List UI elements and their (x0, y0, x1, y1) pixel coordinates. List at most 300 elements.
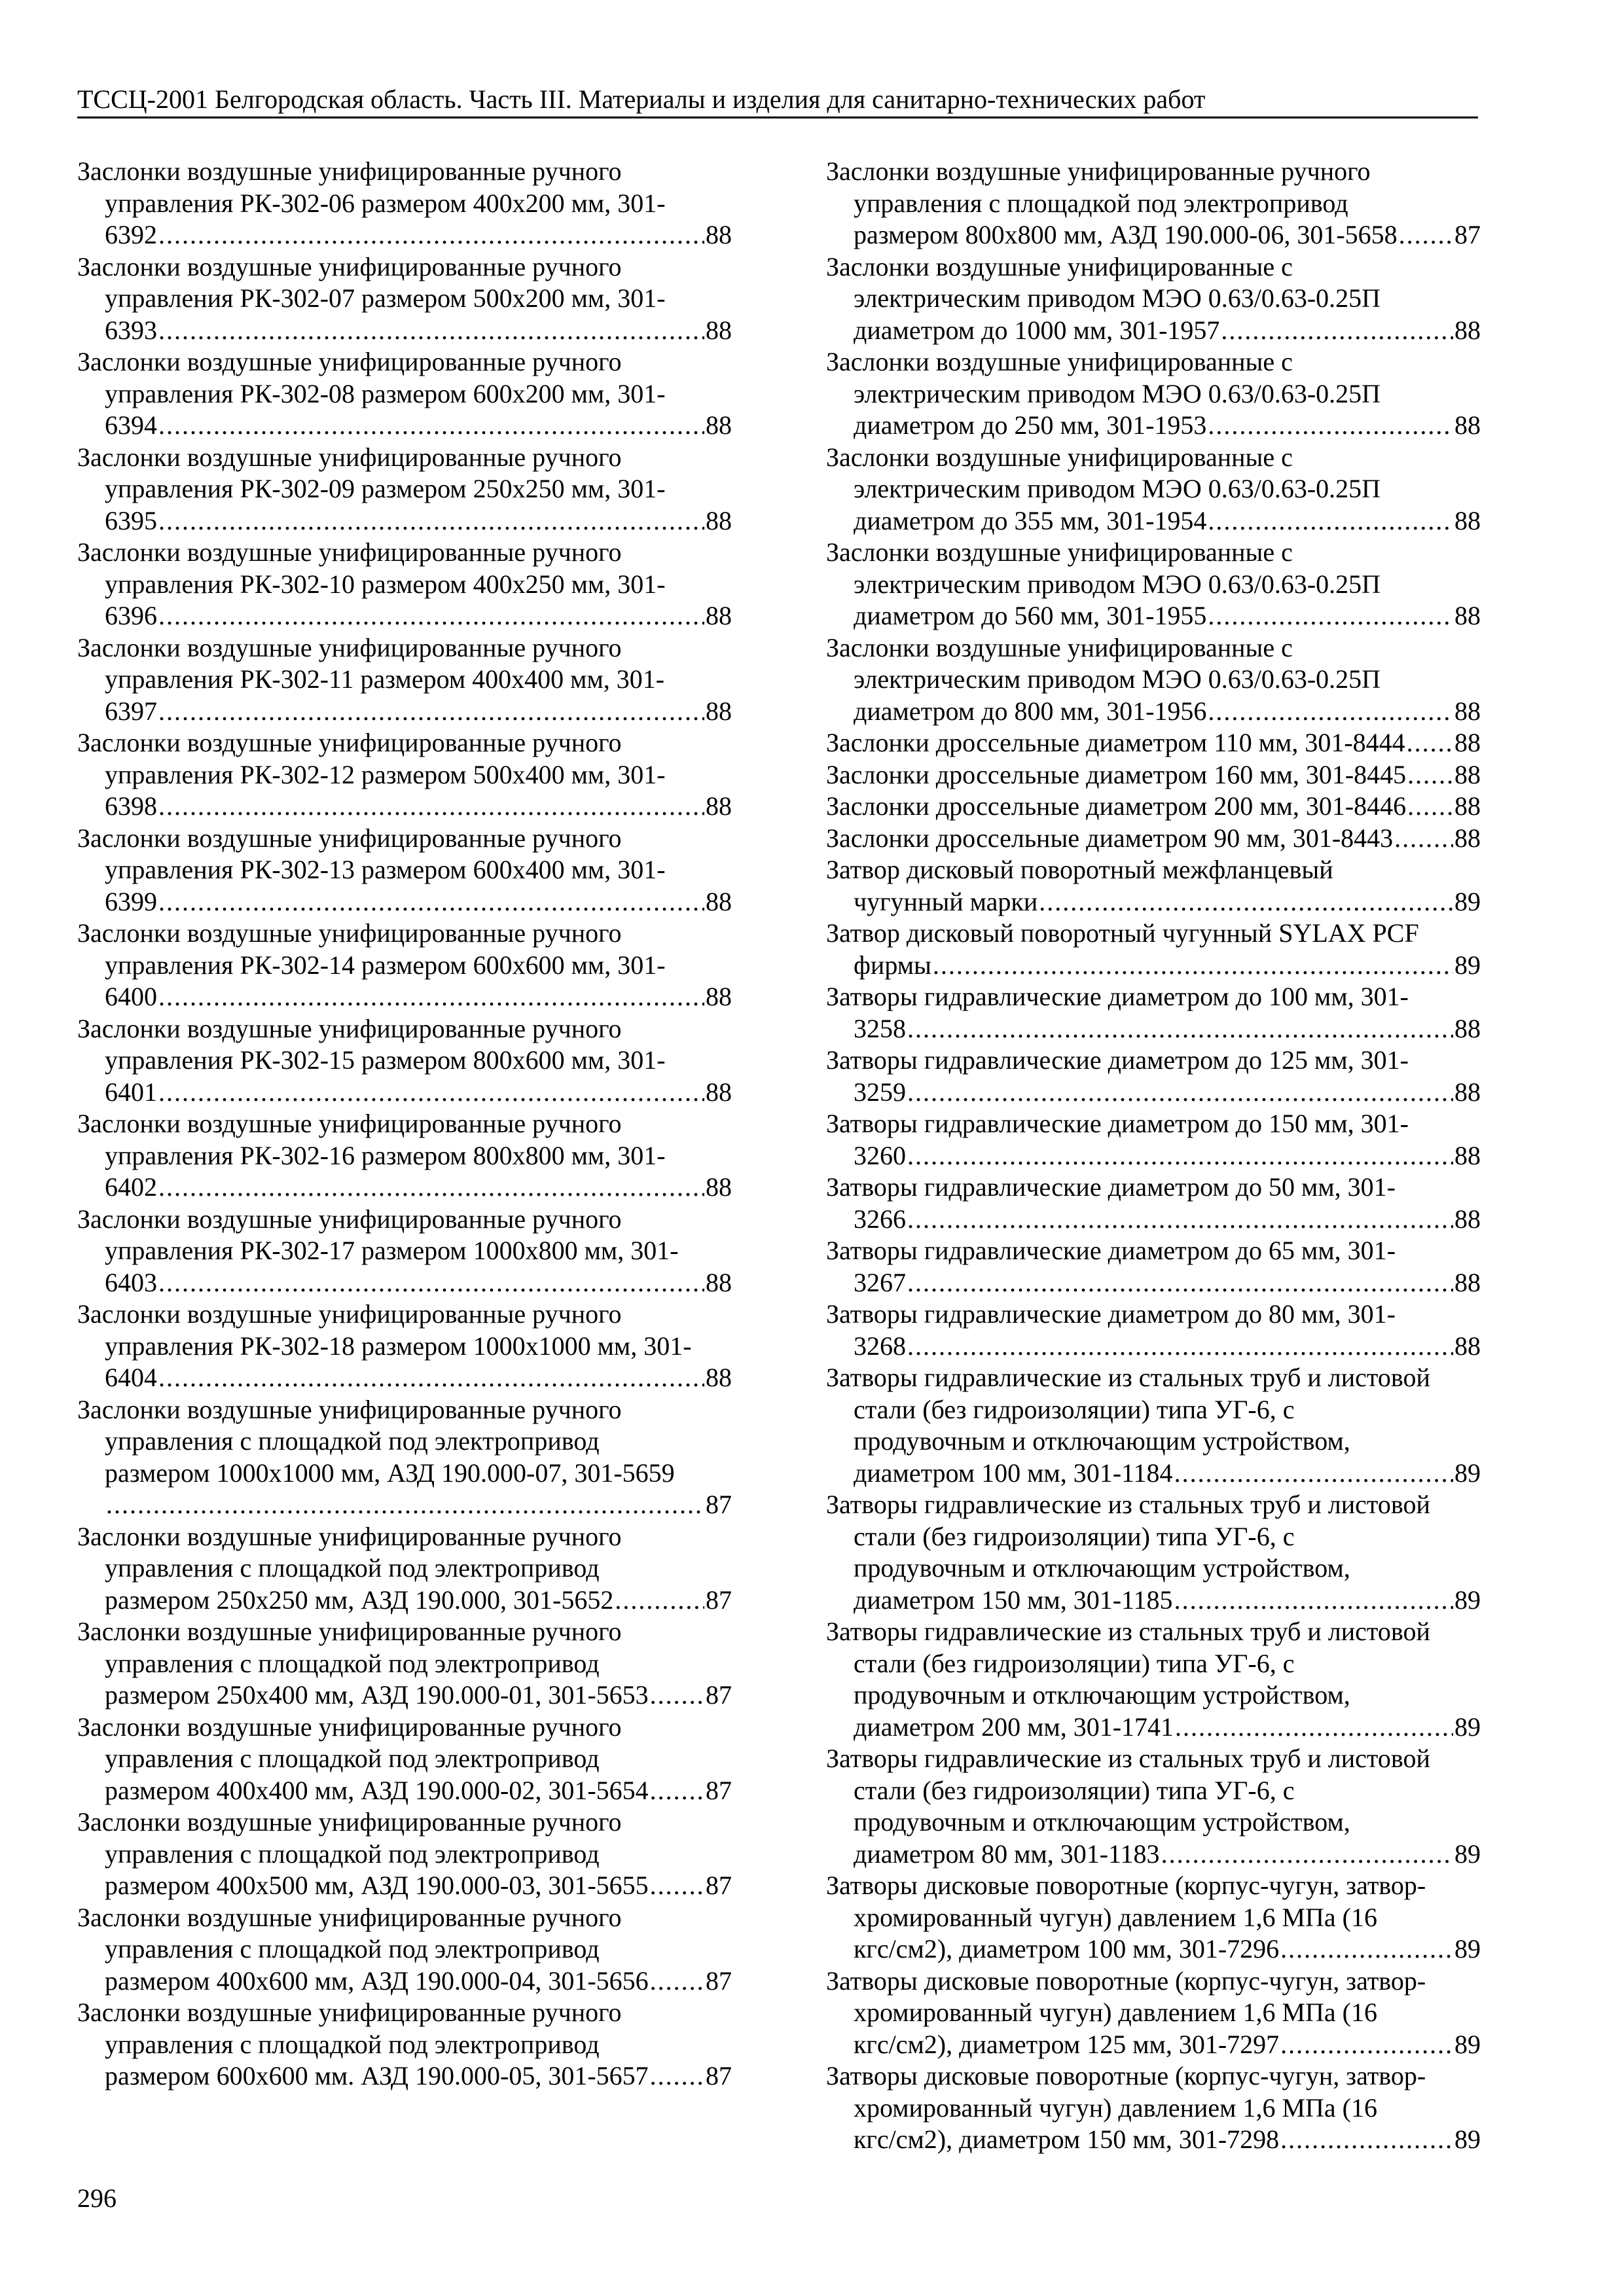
index-entry-last-line (826, 1267, 1481, 1299)
index-entry-text: диаметром до 1000 мм, 301-1957 (854, 315, 1220, 345)
index-entry-page: 89 (1454, 1934, 1481, 1964)
index-entry-line: управления с площадкой под электропривод (105, 1839, 600, 1869)
index-entry-text: размером 600х600 мм. АЗД 190.000-05, 301-5657 (105, 2061, 649, 2090)
index-entry-line: Затворы гидравлические диаметром до 150 мм, 301- (826, 1109, 1409, 1138)
index-entry-last-line (826, 886, 1481, 918)
index-entry-text: размером 800х800 мм, АЗД 190.000-06, 301-5658 (854, 220, 1398, 249)
index-entry-line: хромированный чугун) давлением 1,6 МПа (16 (854, 2092, 1377, 2123)
index-entry (826, 1235, 1481, 1299)
index-entry-text: 6397 (105, 696, 157, 726)
dot-leader (1394, 823, 1453, 855)
index-entry-line: продувочным и отключающим устройством, (854, 1807, 1350, 1837)
index-entry-page: 88 (706, 1077, 732, 1107)
index-entry-line: Заслонки воздушные унифицированные ручного (77, 1521, 622, 1551)
dot-leader (158, 886, 704, 918)
index-entry-line: стали (без гидроизоляции) типа УГ-6, с (854, 1775, 1295, 1805)
index-entry-last-line (826, 410, 1481, 442)
index-entry-line: стали (без гидроизоляции) типа УГ-6, с (854, 1521, 1295, 1551)
index-entry-last-line (826, 823, 1481, 855)
index-entry-line: электрическим приводом МЭО 0.63/0.63-0.25П (854, 283, 1381, 313)
index-entry (77, 1013, 732, 1109)
index-entry-line: Затворы гидравлические из стальных труб и листовой (826, 1617, 1430, 1646)
dot-leader (158, 410, 704, 442)
index-entry-line: управления РК-302-06 размером 400х200 мм, 301- (105, 188, 666, 218)
index-entry-text: 3258 (854, 1013, 906, 1043)
dot-leader (106, 1489, 704, 1521)
index-entry-line: управления с площадкой под электропривод (105, 1648, 600, 1678)
index-entry-line: электрическим приводом МЭО 0.63/0.63-0.25П (854, 664, 1381, 694)
dot-leader (1208, 696, 1453, 728)
index-entry (826, 1045, 1481, 1108)
index-entry (77, 1299, 732, 1394)
index-entry-page: 88 (706, 315, 732, 345)
index-entry (826, 1362, 1481, 1489)
index-entry-line: Заслонки воздушные унифицированные ручного (77, 347, 622, 376)
index-entry-text: диаметром 80 мм, 301-1183 (854, 1839, 1160, 1869)
index-entry-text: размером 400х600 мм, АЗД 190.000-04, 301-5656 (105, 1965, 649, 1996)
index-entry-last-line (826, 759, 1481, 791)
index-entry-text: 6401 (105, 1077, 157, 1107)
index-entry (77, 1712, 732, 1807)
dot-leader (907, 1077, 1453, 1109)
index-entry (826, 1743, 1481, 1870)
index-entry-page: 88 (1454, 759, 1481, 789)
index-entry-last-line (826, 1933, 1481, 1965)
index-entry-line: электрическим приводом МЭО 0.63/0.63-0.25П (854, 378, 1381, 408)
index-entry-page: 89 (1454, 1585, 1481, 1615)
index-entry-page: 88 (706, 886, 732, 916)
index-entry-last-line (77, 1489, 732, 1521)
dot-leader (650, 1870, 704, 1902)
dot-leader (1221, 315, 1453, 347)
index-entry-last-line (77, 410, 732, 442)
dot-leader (1280, 2124, 1453, 2156)
dot-leader (158, 505, 704, 537)
index-entry-page: 87 (1454, 220, 1481, 249)
index-entry-line: Заслонки воздушные унифицированные ручного (77, 1902, 622, 1932)
index-entry-text: 6404 (105, 1363, 157, 1392)
index-entry (77, 918, 732, 1013)
index-entry (77, 1997, 732, 2092)
index-entry-text: диаметром 200 мм, 301-1741 (854, 1712, 1174, 1742)
index-entry-line: Заслонки воздушные унифицированные ручного (77, 1807, 622, 1837)
index-entry-page: 87 (706, 2061, 732, 2090)
index-entry-page: 87 (706, 1490, 732, 1519)
index-entry-last-line (77, 600, 732, 632)
index-entry-line: управления с площадкой под электропривод (105, 1744, 600, 1773)
index-entry-page: 88 (706, 696, 732, 726)
index-entry-line: управления РК-302-17 размером 1000х800 мм, 301- (105, 1236, 679, 1265)
index-entry-line: Заслонки воздушные унифицированные ручного (77, 918, 622, 948)
index-entry (77, 1806, 732, 1902)
index-entry-text: 3267 (854, 1267, 906, 1297)
index-entry-page: 88 (1454, 791, 1481, 821)
index-entry (826, 442, 1481, 537)
index-entry-line: Заслонки воздушные унифицированные с (826, 442, 1293, 472)
index-entry-last-line (77, 219, 732, 251)
index-entry (826, 981, 1481, 1045)
index-entry-page: 89 (1454, 1712, 1481, 1742)
index-entry-page: 88 (706, 505, 732, 535)
index-entry-page: 88 (706, 1172, 732, 1202)
index-entry-line: управления РК-302-09 размером 250х250 мм, 301- (105, 474, 666, 503)
index-entry-line: управления с площадкой под электропривод (105, 1553, 600, 1583)
dot-leader (158, 1077, 704, 1109)
index-entry (826, 823, 1481, 855)
index-entry-page: 88 (1454, 1077, 1481, 1107)
index-entry-line: хромированный чугун) давлением 1,6 МПа (16 (854, 1902, 1377, 1932)
index-entry-last-line (826, 950, 1481, 982)
index-entry-line: управления РК-302-12 размером 500х400 мм, 301- (105, 759, 666, 789)
index-entry-line: Затворы гидравлические диаметром до 80 мм, 301- (826, 1299, 1396, 1329)
index-entry-page: 88 (1454, 1013, 1481, 1043)
index-entry-page: 88 (1454, 1140, 1481, 1170)
index-entry-page: 88 (1454, 410, 1481, 440)
index-entry-page: 89 (1454, 2125, 1481, 2154)
index-entry-text: 6395 (105, 505, 157, 535)
index-entry-last-line (826, 2029, 1481, 2061)
index-entry-line: электрическим приводом МЭО 0.63/0.63-0.25П (854, 569, 1381, 599)
index-entry (77, 442, 732, 537)
index-entry-page: 88 (1454, 505, 1481, 535)
index-entry-text: Заслонки дроссельные диаметром 110 мм, 301-8444 (826, 728, 1405, 757)
index-entry-page: 87 (706, 1585, 732, 1615)
index-entry-line: Заслонки воздушные унифицированные с (826, 537, 1293, 567)
index-entry-last-line (826, 727, 1481, 759)
index-entry-text: 3266 (854, 1204, 906, 1234)
index-entry-last-line (77, 505, 732, 537)
dot-leader (158, 315, 704, 347)
index-entry-text: размером 250х400 мм, АЗД 190.000-01, 301-5653 (105, 1680, 649, 1710)
index-entry (826, 156, 1481, 251)
index-entry-line: Затворы гидравлические диаметром до 50 мм, 301- (826, 1172, 1396, 1202)
index-entry-page: 89 (1454, 950, 1481, 980)
index-entry-text: кгс/см2), диаметром 100 мм, 301-7296 (854, 1934, 1280, 1964)
index-entry (826, 1172, 1481, 1235)
index-entry-line: Заслонки воздушные унифицированные ручного (826, 156, 1371, 186)
index-entry-text: кгс/см2), диаметром 125 мм, 301-7297 (854, 2029, 1280, 2059)
index-entry-line: хромированный чугун) давлением 1,6 МПа (16 (854, 1998, 1377, 2027)
dot-leader (907, 1267, 1453, 1299)
index-entry (77, 1902, 732, 1998)
index-entry-page: 88 (706, 410, 732, 440)
index-entry (77, 156, 732, 251)
index-entry-line: Заслонки воздушные унифицированные ручного (77, 1013, 622, 1043)
index-entry-line: Затвор дисковый поворотный межфланцевый (826, 855, 1333, 884)
index-entry-last-line (77, 315, 732, 347)
index-entry-line: управления РК-302-18 размером 1000х1000 мм, 301- (105, 1331, 692, 1361)
index-entry-line: Затворы дисковые поворотные (корпус-чугун, затвор- (826, 1965, 1426, 1996)
index-entry-line: управления РК-302-13 размером 600х400 мм, 301- (105, 855, 666, 884)
index-entry-text: 6396 (105, 601, 157, 630)
index-entry (826, 1108, 1481, 1172)
index-entry-text: 6392 (105, 220, 157, 249)
index-entry-line: Заслонки воздушные унифицированные ручного (77, 1712, 622, 1742)
dot-leader (907, 1140, 1453, 1172)
index-entry-text: чугунный марки (854, 886, 1038, 916)
index-entry-line: Затворы дисковые поворотные (корпус-чугун, затвор- (826, 1871, 1426, 1900)
index-entry (826, 854, 1481, 918)
index-entry-line: Заслонки воздушные унифицированные ручного (77, 632, 622, 662)
index-entry (826, 251, 1481, 347)
index-entry-line: продувочным и отключающим устройством, (854, 1426, 1350, 1456)
index-entry-line: Заслонки воздушные унифицированные с (826, 632, 1293, 662)
index-entry-line: Заслонки воздушные унифицированные ручного (77, 1109, 622, 1138)
index-entry-text: Заслонки дроссельные диаметром 200 мм, 301-8446 (826, 791, 1407, 821)
index-entry-text: 6403 (105, 1267, 157, 1297)
index-entry-line: управления РК-302-07 размером 500х200 мм, 301- (105, 283, 666, 313)
dot-leader (650, 1679, 704, 1712)
index-entry (826, 918, 1481, 981)
index-entry-page: 87 (706, 1680, 732, 1710)
index-entry-line: Заслонки воздушные унифицированные ручного (77, 1617, 622, 1646)
index-entry (826, 632, 1481, 728)
index-entry-last-line (77, 1585, 732, 1617)
dot-leader (650, 2060, 704, 2092)
dot-leader (158, 696, 704, 728)
index-entry-line: Заслонки воздушные унифицированные ручного (77, 442, 622, 472)
index-column-left (77, 156, 732, 2092)
index-entry-line: управления РК-302-08 размером 600х200 мм, 301- (105, 378, 666, 408)
index-entry-last-line (826, 1013, 1481, 1045)
index-entry-page: 88 (1454, 601, 1481, 630)
index-entry-page: 89 (1454, 1458, 1481, 1488)
index-entry-text: 6400 (105, 982, 157, 1011)
index-entry-text: размером 400х500 мм, АЗД 190.000-03, 301-5655 (105, 1871, 649, 1900)
index-entry-line: Заслонки воздушные унифицированные ручного (77, 537, 622, 567)
index-entry-text: 3259 (854, 1077, 906, 1107)
dot-leader (158, 1267, 704, 1299)
index-entry-last-line (826, 696, 1481, 728)
index-entry-text: 6394 (105, 410, 157, 440)
index-entry-page: 88 (706, 1267, 732, 1297)
index-entry-line: управления с площадкой под электропривод (854, 188, 1348, 218)
index-entry-text: размером 250х250 мм, АЗД 190.000, 301-5652 (105, 1585, 614, 1615)
index-entry-page: 88 (706, 982, 732, 1011)
index-entry-last-line (77, 886, 732, 918)
index-entry (77, 1108, 732, 1204)
dot-leader (907, 1013, 1453, 1045)
index-entry-last-line (77, 1172, 732, 1204)
index-entry-last-line (826, 1712, 1481, 1744)
index-entry-text: 3268 (854, 1331, 906, 1361)
index-entry-last-line (77, 1362, 732, 1394)
dot-leader (1039, 886, 1453, 918)
dot-leader (1407, 759, 1453, 791)
index-entry-page: 88 (1454, 1204, 1481, 1234)
index-entry (77, 823, 732, 918)
index-entry-text: диаметром 100 мм, 301-1184 (854, 1458, 1173, 1488)
dot-leader (650, 1965, 704, 1998)
index-entry-page: 88 (1454, 696, 1481, 726)
index-entry-line: продувочным и отключающим устройством, (854, 1553, 1350, 1583)
index-entry-last-line (826, 1204, 1481, 1236)
index-entry-text: Заслонки дроссельные диаметром 90 мм, 301-8443 (826, 823, 1394, 853)
index-entry-page: 88 (706, 220, 732, 249)
index-entry-last-line (826, 315, 1481, 347)
index-entry-line: Затворы гидравлические из стальных труб и листовой (826, 1490, 1430, 1519)
index-entry-text: диаметром до 560 мм, 301-1955 (854, 601, 1207, 630)
index-entry-line: управления РК-302-14 размером 600х600 мм, 301- (105, 950, 666, 980)
index-entry-last-line (826, 505, 1481, 537)
index-entry-text: Заслонки дроссельные диаметром 160 мм, 301-8445 (826, 759, 1407, 789)
index-entry-page: 88 (1454, 1331, 1481, 1361)
index-entry-last-line (826, 1458, 1481, 1490)
index-entry-last-line (826, 1839, 1481, 1871)
index-entry (826, 1616, 1481, 1743)
index-entry-text: диаметром до 250 мм, 301-1953 (854, 410, 1207, 440)
index-entry-last-line (77, 1077, 732, 1109)
index-entry-last-line (77, 696, 732, 728)
index-entry-line: Затворы гидравлические из стальных труб и листовой (826, 1744, 1430, 1773)
index-entry (826, 1965, 1481, 2061)
index-entry-text: размером 400х400 мм, АЗД 190.000-02, 301-5654 (105, 1775, 649, 1805)
index-entry-page: 87 (706, 1775, 732, 1805)
dot-leader (907, 1204, 1453, 1236)
dot-leader (650, 1775, 704, 1807)
index-entry-text: 6398 (105, 791, 157, 821)
dot-leader (1208, 410, 1453, 442)
index-entry-line: Затворы дисковые поворотные (корпус-чугун, затвор- (826, 2061, 1426, 2090)
index-entry-line: управления с площадкой под электропривод (105, 1934, 600, 1964)
index-entry-last-line (826, 1140, 1481, 1172)
index-entry-line: управления РК-302-11 размером 400х400 мм, 301- (105, 664, 665, 694)
index-entry-line: управления РК-302-10 размером 400х250 мм, 301- (105, 569, 666, 599)
index-entry-last-line (826, 1331, 1481, 1363)
index-entry-text: кгс/см2), диаметром 150 мм, 301-7298 (854, 2125, 1280, 2154)
dot-leader (1175, 1712, 1453, 1744)
dot-leader (1280, 2029, 1453, 2061)
index-entry-line: Заслонки воздушные унифицированные ручного (77, 251, 622, 281)
dot-leader (158, 981, 704, 1013)
index-entry-line: Затворы гидравлические диаметром до 65 мм, 301- (826, 1236, 1396, 1265)
dot-leader (158, 600, 704, 632)
index-entry-page: 89 (1454, 886, 1481, 916)
index-entry (77, 1204, 732, 1299)
dot-leader (1399, 219, 1453, 251)
index-entry-last-line (77, 1775, 732, 1807)
index-entry-line: стали (без гидроизоляции) типа УГ-6, с (854, 1394, 1295, 1424)
index-entry (77, 1521, 732, 1617)
index-entry-text: 3260 (854, 1140, 906, 1170)
index-entry (826, 1299, 1481, 1362)
dot-leader (1407, 791, 1453, 823)
index-entry-page: 88 (706, 791, 732, 821)
index-entry (826, 537, 1481, 632)
index-entry-line: электрическим приводом МЭО 0.63/0.63-0.25П (854, 474, 1381, 503)
index-entry (826, 727, 1481, 759)
index-entry-text: диаметром до 355 мм, 301-1954 (854, 505, 1207, 535)
index-entry-line: продувочным и отключающим устройством, (854, 1680, 1350, 1710)
index-entry-line: Заслонки воздушные унифицированные с (826, 347, 1293, 376)
index-entry-text: 6393 (105, 315, 157, 345)
dot-leader (907, 1331, 1453, 1363)
index-entry-last-line (77, 1679, 732, 1712)
index-entry (77, 727, 732, 823)
index-entry-line: Заслонки воздушные унифицированные ручного (77, 1299, 622, 1329)
index-entry-last-line (77, 1965, 732, 1998)
index-entry-line: Заслонки воздушные унифицированные ручного (77, 823, 622, 853)
index-entry (826, 1870, 1481, 1965)
dot-leader (158, 791, 704, 823)
index-entry-last-line (77, 2060, 732, 2092)
index-entry-line: управления с площадкой под электропривод (105, 2029, 600, 2059)
index-entry (826, 791, 1481, 823)
index-entry (826, 2060, 1481, 2156)
index-entry-line: размером 1000х1000 мм, АЗД 190.000-07, 301-5659 (105, 1458, 675, 1488)
index-entry-page: 88 (1454, 315, 1481, 345)
header-rule (77, 117, 1478, 118)
index-entry-page: 89 (1454, 2029, 1481, 2059)
index-entry-text: диаметром до 800 мм, 301-1956 (854, 696, 1207, 726)
index-entry-page: 88 (1454, 728, 1481, 757)
index-entry-last-line (826, 791, 1481, 823)
index-entry-text: фирмы (854, 950, 931, 980)
index-entry-text: 6399 (105, 886, 157, 916)
index-entry (77, 1394, 732, 1521)
dot-leader (1174, 1585, 1453, 1617)
index-entry (826, 346, 1481, 442)
index-entry-last-line (77, 1267, 732, 1299)
index-entry-page: 87 (706, 1965, 732, 1996)
index-entry-last-line (77, 1870, 732, 1902)
index-entry-page: 87 (706, 1871, 732, 1900)
dot-leader (1208, 505, 1453, 537)
index-entry (77, 251, 732, 347)
dot-leader (158, 219, 704, 251)
index-entry-page: 88 (706, 601, 732, 630)
dot-leader (1174, 1458, 1453, 1490)
index-entry-line: Заслонки воздушные унифицированные с (826, 251, 1293, 281)
index-entry-line: Затворы гидравлические диаметром до 100 мм, 301- (826, 982, 1409, 1011)
index-entry (77, 537, 732, 632)
dot-leader (1208, 600, 1453, 632)
index-entry-last-line (77, 791, 732, 823)
running-header: ТССЦ-2001 Белгородская область. Часть III. Материалы и изделия для санитарно-технических работ (77, 84, 1206, 114)
index-entry-text: диаметром 150 мм, 301-1185 (854, 1585, 1173, 1615)
dot-leader (1280, 1933, 1453, 1965)
dot-leader (158, 1172, 704, 1204)
index-entry-line: Заслонки воздушные унифицированные ручного (77, 156, 622, 186)
index-entry-page: 88 (1454, 1267, 1481, 1297)
index-entry-line: управления РК-302-16 размером 800х800 мм, 301- (105, 1140, 666, 1170)
index-entry (77, 632, 732, 728)
index-entry-page: 88 (1454, 823, 1481, 853)
dot-leader (1407, 727, 1453, 759)
index-entry (826, 759, 1481, 791)
index-entry-line: Заслонки воздушные унифицированные ручного (77, 1998, 622, 2027)
index-entry-line: стали (без гидроизоляции) типа УГ-6, с (854, 1648, 1295, 1678)
index-entry-last-line (826, 1585, 1481, 1617)
index-entry-line: Затворы гидравлические диаметром до 125 мм, 301- (826, 1045, 1409, 1075)
dot-leader (158, 1362, 704, 1394)
index-column-right (826, 156, 1481, 2156)
index-entry-last-line (826, 219, 1481, 251)
index-entry-last-line (826, 600, 1481, 632)
index-entry-line: Заслонки воздушные унифицированные ручного (77, 728, 622, 757)
index-entry-last-line (826, 1077, 1481, 1109)
index-entry-page: 88 (706, 1363, 732, 1392)
index-entry-last-line (826, 2124, 1481, 2156)
index-entry-line: Заслонки воздушные унифицированные ручного (77, 1204, 622, 1234)
index-entry-line: управления РК-302-15 размером 800х600 мм, 301- (105, 1045, 666, 1075)
index-entry-line: Заслонки воздушные унифицированные ручного (77, 1394, 622, 1424)
index-entry (826, 1489, 1481, 1616)
index-entry-last-line (77, 981, 732, 1013)
index-entry-line: управления с площадкой под электропривод (105, 1426, 600, 1456)
index-entry (77, 1616, 732, 1712)
dot-leader (933, 950, 1453, 982)
